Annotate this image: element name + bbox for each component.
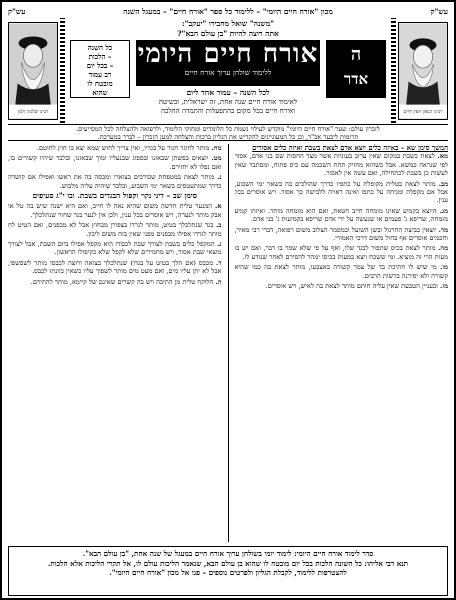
rabbi-portrait-right — [398, 22, 448, 120]
portrait-right-caption: רבינו הגאון חפץ חיים — [403, 110, 443, 116]
paragraph-text: מותר לצאת בטלית מקופלת על כתפיו כדרך שהולכים בה בשאר ימי השבוע, אבל אם מקפלה ומניחה על כתפו ואינה ראויה ללבישה כך אסור. ויש אוסרים בכל ענין. — [234, 179, 448, 205]
paragraph — [235, 180, 449, 205]
paragraph — [8, 202, 222, 219]
masthead — [8, 18, 448, 123]
footer-box — [8, 546, 448, 596]
publication-title-sub: ללימוד שולחן ערוך אורח חיים — [184, 68, 272, 77]
footer-line: תנא דבי אליהו: כל השונה הלכות בכל יום מובטח לו שהוא בן עולם הבא, שנאמר הליכות עולם לו, אל תקרי הליכות אלא הלכות. — [47, 558, 409, 568]
paragraph — [235, 207, 449, 224]
paragraph-text: בגד שנתלכלך בטיט, מותר לגרדו בצפורן מבחוץ אבל לא מבפנים, ואם הטיט לח מותר לגרדו אפילו מבפנים מפני שאין בזה משום ליבון. — [8, 221, 222, 238]
paragraph-text: יוצאים בפשתן שבאזנו ובספוג שבנעליו ומוך שבאזנו, ובלבד שיהיו קשורים בו, ואם נפלו לא יחזירם. — [8, 154, 222, 171]
info-line: שהוא — [92, 88, 108, 97]
motto-line-2: אתה רוצה להיות "בן עולם הבא"? — [177, 29, 279, 38]
paragraph-text: היוצא בקמיע שאינו מומחה חייב חטאת, ואם הוא מומחה מותר. ואיזהו קמיע מומחה, שריפא ג' פעמים או שנעשה על ידי אדם שריפא בקמיעות ג' בני אדם. — [234, 206, 448, 224]
subtitle-2: לאימוד אורח חיים שנה אחת, זה ישראלית, ובשיטה — [158, 98, 298, 106]
top-bar-center: מכון "אורח חיים היומי" – ללימוד כל ספר "אורח חיים" – במעגל השנה — [123, 7, 333, 16]
title-banner — [136, 40, 320, 86]
paragraph-number: א. — [214, 202, 222, 211]
column-divider — [228, 144, 229, 542]
paragraph-text: יוצאין בביצת החרגול ובשן השועל ובמסמר הצלוב משום רפואה, דברי רבי מאיר, וחכמים אוסרים אף בחול משום דרכי האמורי. — [234, 225, 448, 243]
info-line: מובטח לו — [87, 79, 113, 88]
footer-line: להצטרפות ללימוד, לקבלת הגליון ולפרטים נוספים – פנו אל מכון "אורח חיים היומי". — [109, 568, 347, 577]
info-box — [70, 40, 130, 98]
paragraph-number: מז. — [439, 282, 448, 291]
column-right — [235, 144, 449, 542]
paragraph-number: ד. — [216, 258, 222, 267]
paragraph-text: המקפל כלים בשבת לצורך שבת לכבודו הוא מקפל אפילו ביום השבת, אבל לצורך מוצאי שבת אסור, ויש מחמירים שלא לקפל שלא כקיפולו הראשון. — [8, 240, 222, 257]
info-line: – בכל יום — [86, 61, 114, 70]
paragraph-text: לצאת בשבת במקום שאין ערוב בעוניות אשר מצד החסות שם בני אדם, אסור לפי שנראה כמשא. אבל כשהוא מחזיק תחת השכמה עם כיס פתוח, ומסתבר שאין לעשות כן בשבת לכתחילה, ואם עשה אין לאסור. — [234, 152, 448, 178]
date-day: ה — [350, 44, 362, 65]
subtitle: לכל השנה – עמוד אחד ליום — [186, 88, 270, 97]
paragraph-text: מותר לצאת במטפחת שכורכים בצוארו ומכסה בה את ראשו ואפילו אם קושרה כדרך שמתעטפים בשאר ימי השבוע, ובלבד שיהיה עליה מלבוש. — [8, 173, 222, 190]
paragraph-text: מי שיש לו חתיכת בד של צמר קשורה באצבעו, מותר לצאת בה כמו שהיא קשורה ולא יסירנה ברשות הרבים. — [234, 263, 448, 280]
info-line: – הלכות — [88, 52, 112, 61]
paragraph-number: מג. — [439, 206, 448, 215]
subtitle-3: ואירח חיים בכל מקום בהתפעלות והתמדה ההלכה — [160, 107, 296, 115]
footer-line: סדר לימוד אורח חיים היומי: לימוד יומי בשולחן ערוך אורח חיים במעגל של שנה אחת, "בן עולם הבא". — [82, 549, 374, 558]
banner-line: תרומות ליבער אב"ד, וכן כל המעוניינים להקדיש את הגליון ברכות והצלחה למען הזכרון – לברר במערכת. — [97, 133, 359, 141]
scroll-border-right — [391, 18, 396, 123]
paragraph — [8, 259, 222, 276]
portrait-left-image — [9, 23, 57, 119]
paragraph — [8, 154, 222, 171]
paragraph-text: ובעניין הטבעת שאין עליה חותם מותר לצאת בה לאיש, ויש אוסרים. — [265, 282, 438, 291]
paragraph-number: מט. — [211, 154, 222, 163]
paragraph-text: המנער טלית חדשה משום שהיא נאה לו חייב, ואם היא ישנה שיש בה טל או אבק מותר לנערה, ויש אוסרים בכל ענין, ולכן אין לנער בגד שחור שנתלכלך. — [8, 202, 222, 219]
paragraph-number: מא. — [437, 152, 448, 161]
content-columns — [8, 144, 448, 542]
rabbi-portrait-left — [8, 22, 58, 120]
banner-line: לזכרון עולם: שער "אורח חיים היומי" מוקדש לעילוי נשמת כל הלומדים ומחזקי הלימוד, ולרפואה ולהצלחה לכל המסייעים. — [76, 125, 380, 133]
paragraph-number: מה. — [437, 244, 448, 253]
info-line: רב עמוד — [88, 70, 112, 79]
paragraph — [235, 282, 449, 290]
paragraph-number: מד. — [438, 225, 448, 234]
siman-heading: סימן שב – דיני נקוי וקפול הבגדים בשבת. ובו י"ג סעיפים — [32, 191, 198, 201]
paragraph — [8, 173, 222, 190]
paragraph-number: ה. — [215, 277, 222, 286]
column-left — [8, 144, 222, 542]
scroll-border-left — [60, 18, 65, 123]
portrait-right-image — [399, 23, 447, 119]
paragraph-text: מותר לצאת בכיס שתפור לבגד שלו, ואף על פי שלא שמר בו דבר, ואם יש בו מעות הרי זה מוציא. ומי ששכח ויצא במעות בכיסו ימהר להסירם לאחר שנודע לו. — [234, 244, 448, 261]
portrait-left-caption: רבינו שלמה זלמן — [17, 110, 49, 116]
motto-line: "משנה" שואל מחבירו "יעקב": — [181, 19, 275, 28]
date-month: אדר — [343, 70, 369, 88]
publication-title: אורח חיים היומי — [137, 39, 319, 69]
paragraph-text: הלוקח טלית מן התיבה ויש בה קשרים שאינם של קיימא, מותר להתירם. — [30, 277, 214, 286]
dedication-banner — [8, 124, 448, 141]
paragraph-number: מב. — [438, 179, 448, 188]
paragraph — [8, 144, 222, 152]
top-bar-left: עש"ק — [8, 7, 26, 16]
section-title: המשך סימן שא – באיזה כלים יוצא אדם לצאת בשבת ואיזה כלים אסורים — [252, 144, 448, 152]
paragraph — [8, 240, 222, 257]
top-bar-right: עש"ק — [430, 7, 448, 16]
paragraph-number: נ. — [217, 173, 222, 182]
paragraph-number: מח. — [211, 144, 222, 152]
paragraph — [235, 244, 449, 261]
paragraph-text: מכבס (אם הלך בטיט על בגדו) שנתלכלך בצואה ורוצה לכבסו מותר לשפשפו, אבל לא יתן עליו מים, ואם מעט מים מותר לשפוך עליו כשאין כוונתו לכבס. — [8, 258, 222, 276]
top-bar — [8, 5, 448, 18]
paragraph — [235, 263, 449, 280]
paragraph — [235, 226, 449, 243]
paragraph — [8, 278, 222, 286]
hebrew-date-box — [326, 40, 386, 98]
paragraph — [235, 152, 449, 177]
paragraph-text: מותר לחוגר חגור על בגדיו, ואין צריך לחוש שמא יצא בו חוץ לחוטם. — [36, 144, 210, 152]
paragraph-number: ג. — [217, 240, 222, 249]
info-line: כל השנה — [87, 43, 113, 52]
paragraph-number: ב. — [216, 221, 222, 230]
paragraph — [8, 221, 222, 238]
paragraph-number: מו. — [440, 263, 448, 272]
